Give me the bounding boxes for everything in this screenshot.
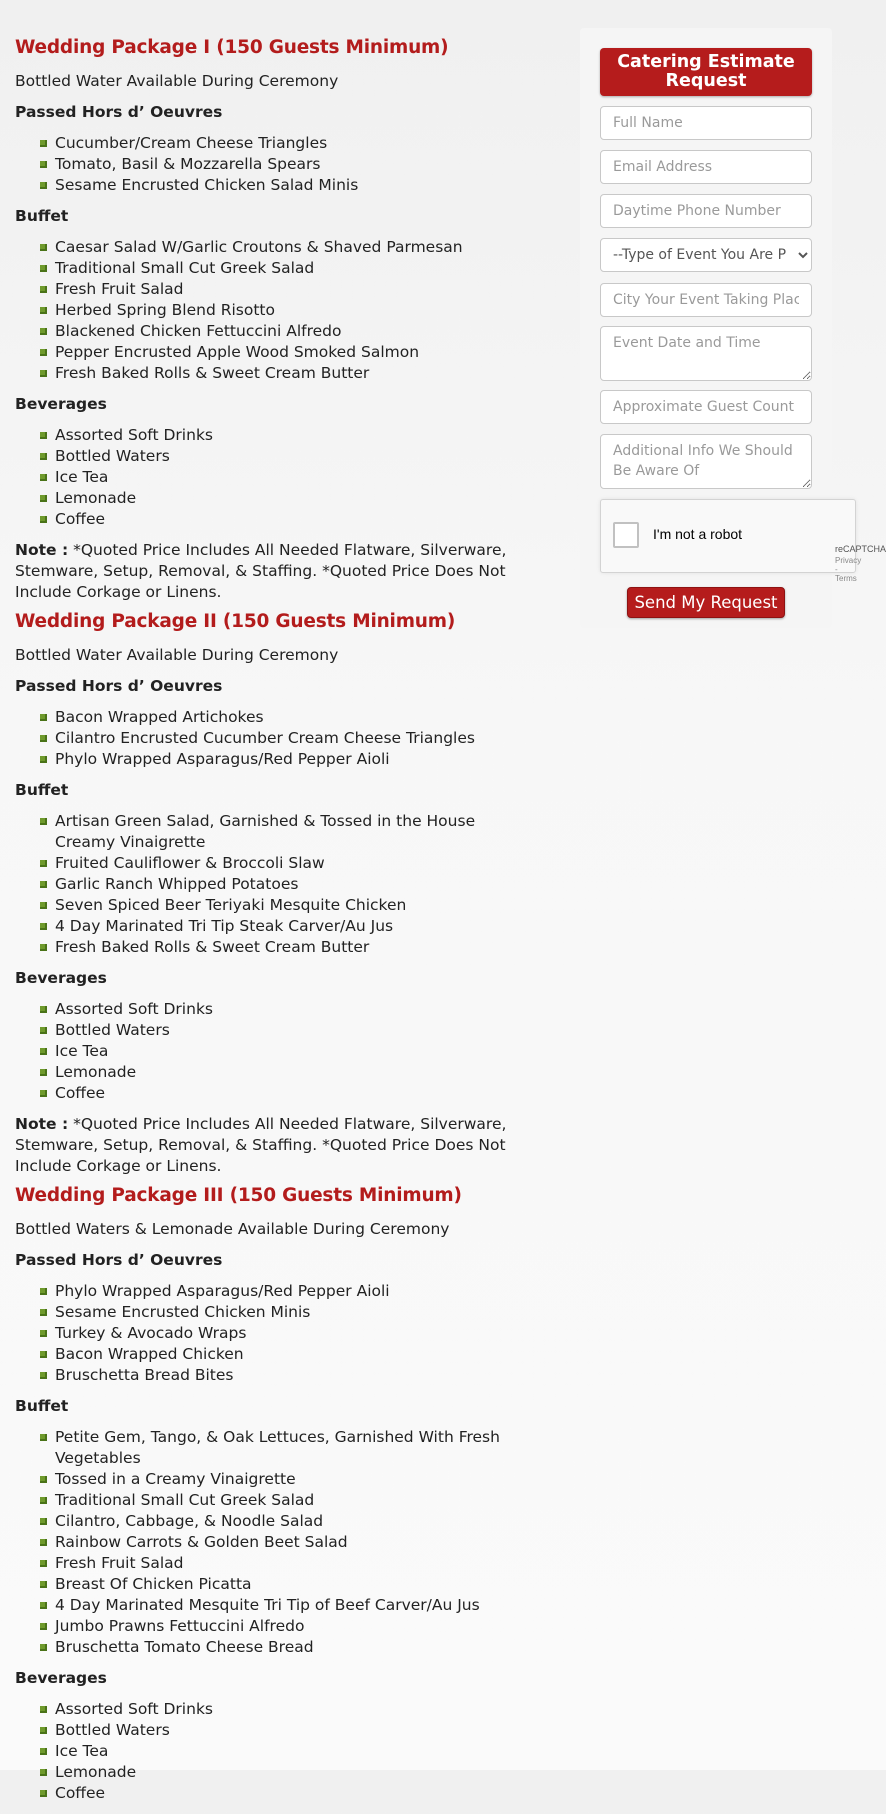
menu-list [15,1281,535,1386]
menu-item: Traditional Small Cut Greek Salad [55,1490,535,1511]
menu-item: Artisan Green Salad, Garnished & Tossed in the House Creamy Vinaigrette [55,811,535,853]
menu-item: Rainbow Carrots & Golden Beet Salad [55,1532,535,1553]
menu-item: Fresh Baked Rolls & Sweet Cream Butter [55,937,535,958]
menu-item: 4 Day Marinated Tri Tip Steak Carver/Au Jus [55,916,535,937]
menu-item: Tomato, Basil & Mozzarella Spears [55,154,535,175]
catering-estimate-form [580,28,886,628]
menu-item: Petite Gem, Tango, & Oak Lettuces, Garnished With Fresh Vegetables [55,1427,535,1469]
menu-list [15,811,535,958]
menu-item: Sesame Encrusted Chicken Salad Minis [55,175,535,196]
package-note [15,540,535,603]
menu-item: Assorted Soft Drinks [55,425,535,446]
recaptcha-checkbox[interactable] [613,522,639,548]
menu-list [15,425,535,530]
section-heading: Passed Hors d’ Oeuvres [15,677,223,695]
recaptcha-logo: reCAPTCHA [835,544,886,554]
section-heading: Passed Hors d’ Oeuvres [15,103,223,121]
city-input[interactable] [600,283,812,317]
menu-item: Phylo Wrapped Asparagus/Red Pepper Aioli [55,1281,535,1302]
menu-item: Coffee [55,509,535,530]
menu-item: Bottled Waters [55,446,535,467]
menu-item: Bruschetta Tomato Cheese Bread [55,1637,535,1658]
menu-item: Herbed Spring Blend Risotto [55,300,535,321]
full-name-input[interactable] [600,106,812,140]
recaptcha-label: I'm not a robot [653,526,743,542]
menu-item: Bottled Waters [55,1020,535,1041]
menu-item: Assorted Soft Drinks [55,1699,535,1720]
section-heading: Beverages [15,1669,107,1687]
note-label: Note : [15,1115,69,1133]
section-heading: Beverages [15,395,107,413]
menu-item: Cilantro, Cabbage, & Noodle Salad [55,1511,535,1532]
menu-item: Bacon Wrapped Chicken [55,1344,535,1365]
phone-input[interactable] [600,194,812,228]
menu-item: Lemonade [55,488,535,509]
menu-item: Bottled Waters [55,1720,535,1741]
package-title: Wedding Package I (150 Guests Minimum) [15,37,449,58]
event-type-select[interactable] [600,238,812,272]
menu-list [15,999,535,1104]
menu-item: Bruschetta Bread Bites [55,1365,535,1386]
section-heading: Beverages [15,969,107,987]
recaptcha-privacy-link[interactable]: Privacy - Terms [835,556,862,583]
menu-item: Traditional Small Cut Greek Salad [55,258,535,279]
recaptcha-widget [600,499,886,583]
menu-item: Cucumber/Cream Cheese Triangles [55,133,535,154]
form-title: Catering Estimate Request [600,48,812,96]
menu-item: Fresh Baked Rolls & Sweet Cream Butter [55,363,535,384]
menu-item: Blackened Chicken Fettuccini Alfredo [55,321,535,342]
menu-item: 4 Day Marinated Mesquite Tri Tip of Beef Carver/Au Jus [55,1595,535,1616]
menu-item: Seven Spiced Beer Teriyaki Mesquite Chicken [55,895,535,916]
menu-item: Sesame Encrusted Chicken Minis [55,1302,535,1323]
menu-item: Lemonade [55,1762,535,1783]
menu-list [15,1699,535,1804]
menu-list [15,133,535,196]
menu-item: Lemonade [55,1062,535,1083]
menu-item: Coffee [55,1083,535,1104]
menu-item: Bacon Wrapped Artichokes [55,707,535,728]
menu-item: Ice Tea [55,1041,535,1062]
section-heading: Passed Hors d’ Oeuvres [15,1251,223,1269]
menu-list [15,1427,535,1658]
menu-list [15,707,535,770]
package-intro: Bottled Water Available During Ceremony [15,646,339,664]
menu-item: Tossed in a Creamy Vinaigrette [55,1469,535,1490]
menu-item: Ice Tea [55,1741,535,1762]
event-date-input[interactable] [600,326,812,381]
menu-item: Jumbo Prawns Fettuccini Alfredo [55,1616,535,1637]
package-intro: Bottled Waters & Lemonade Available During Ceremony [15,1220,450,1238]
menu-item: Caesar Salad W/Garlic Croutons & Shaved Parmesan [55,237,535,258]
menu-item: Coffee [55,1783,535,1804]
menu-item: Fresh Fruit Salad [55,279,535,300]
section-heading: Buffet [15,1397,69,1415]
package-intro: Bottled Water Available During Ceremony [15,72,339,90]
menu-list [15,237,535,384]
note-text: *Quoted Price Includes All Needed Flatware, Silverware, Stemware, Setup, Removal, & Staffing. *Quoted Price Does Not Include Corkage or Linens. [15,1115,507,1175]
additional-info-input[interactable] [600,434,812,489]
send-request-button[interactable]: Send My Request [627,587,785,618]
section-heading: Buffet [15,781,69,799]
menu-item: Breast Of Chicken Picatta [55,1574,535,1595]
menu-item: Phylo Wrapped Asparagus/Red Pepper Aioli [55,749,535,770]
package-title: Wedding Package III (150 Guests Minimum) [15,1185,462,1206]
guest-count-input[interactable] [600,390,812,424]
menu-item: Ice Tea [55,467,535,488]
packages-content [15,34,535,1814]
email-input[interactable] [600,150,812,184]
menu-item: Fruited Cauliflower & Broccoli Slaw [55,853,535,874]
menu-item: Garlic Ranch Whipped Potatoes [55,874,535,895]
note-text: *Quoted Price Includes All Needed Flatware, Silverware, Stemware, Setup, Removal, & Staffing. *Quoted Price Does Not Include Corkage or Linens. [15,541,507,601]
section-heading: Buffet [15,207,69,225]
note-label: Note : [15,541,69,559]
menu-item: Pepper Encrusted Apple Wood Smoked Salmon [55,342,535,363]
menu-item: Cilantro Encrusted Cucumber Cream Cheese Triangles [55,728,535,749]
menu-item: Turkey & Avocado Wraps [55,1323,535,1344]
menu-item: Assorted Soft Drinks [55,999,535,1020]
package-note [15,1114,535,1177]
package-title: Wedding Package II (150 Guests Minimum) [15,611,456,632]
menu-item: Fresh Fruit Salad [55,1553,535,1574]
